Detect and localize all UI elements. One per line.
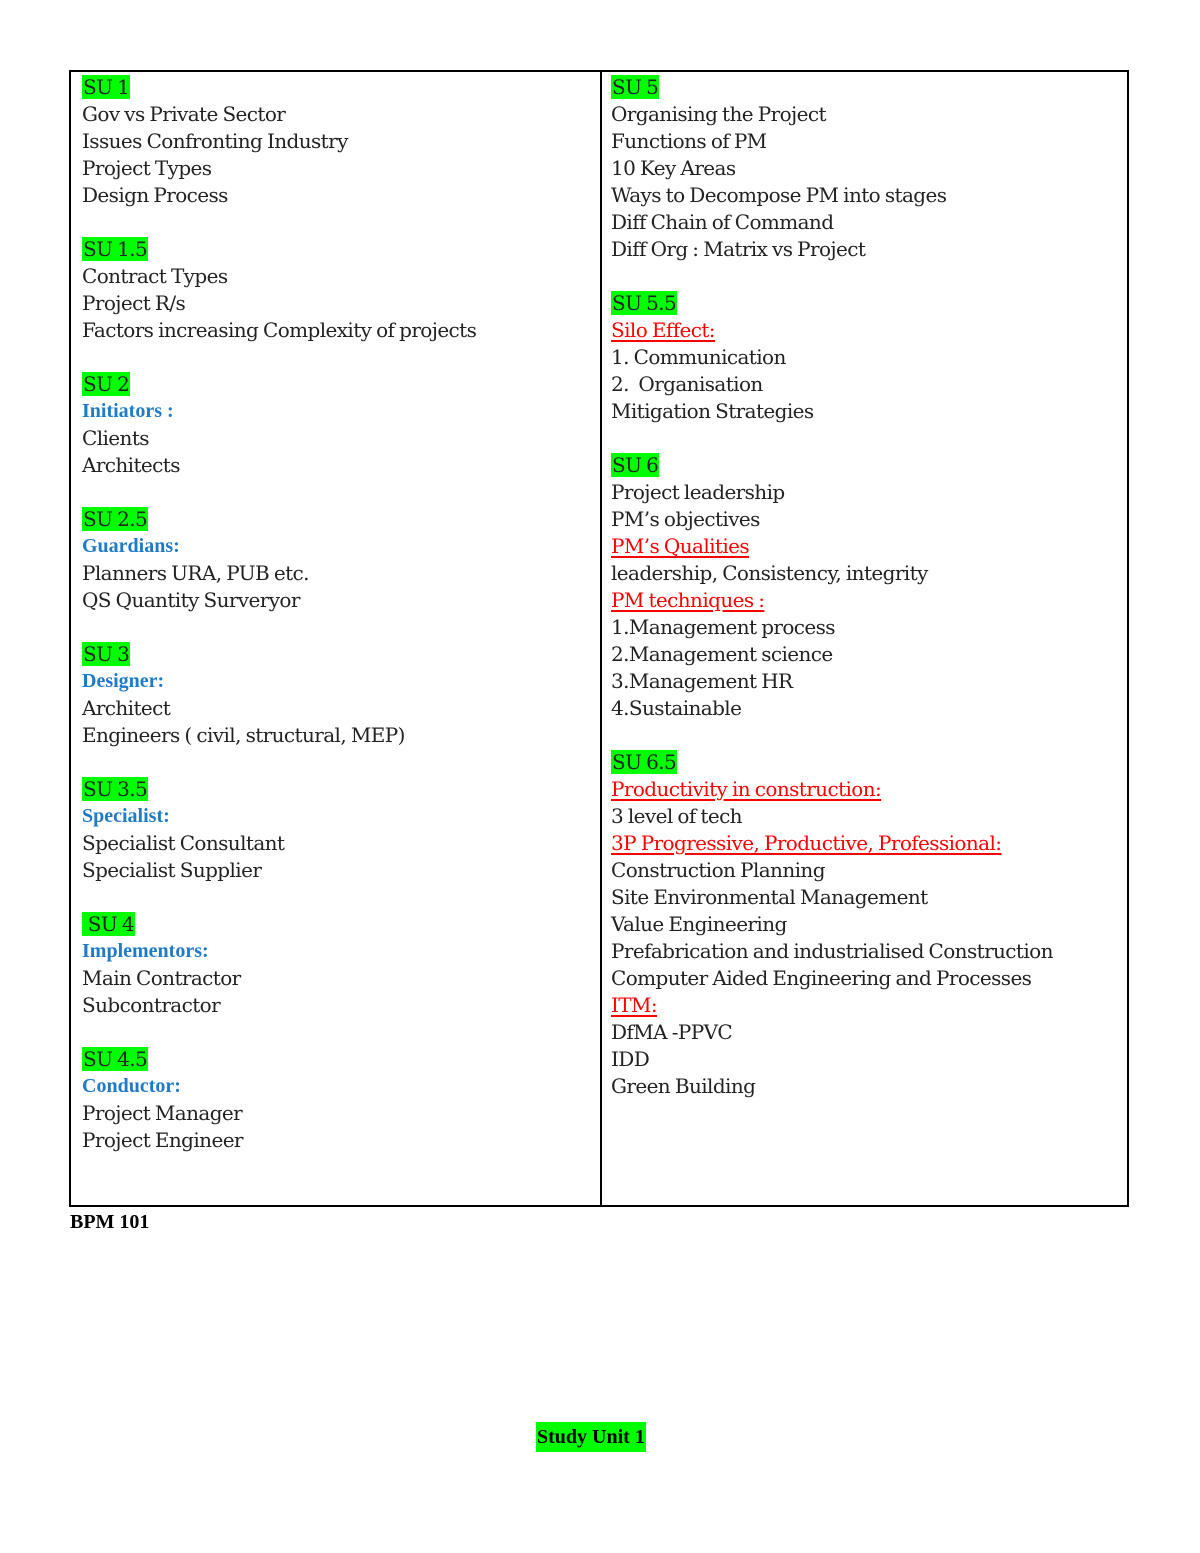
list-item: Project R/s xyxy=(82,291,186,315)
list-item: Subcontractor xyxy=(82,993,221,1017)
su-label: SU 6.5 xyxy=(612,750,677,774)
list-item: Construction Planning xyxy=(611,858,825,882)
study-unit-table xyxy=(69,70,1129,1207)
section-heading: Designer: xyxy=(82,670,165,692)
su-label: SU 5.5 xyxy=(612,291,677,315)
column-divider xyxy=(600,72,602,1205)
red-subheading: Silo Effect: xyxy=(611,318,715,342)
su-label: SU 3 xyxy=(83,642,130,666)
list-item: 4.Sustainable xyxy=(611,696,742,720)
list-item: Specialist Supplier xyxy=(82,858,262,882)
list-item: Value Engineering xyxy=(611,912,787,936)
list-item: QS Quantity Surveryor xyxy=(82,588,300,612)
list-item: Contract Types xyxy=(82,264,228,288)
list-item: Main Contractor xyxy=(82,966,241,990)
section-heading: Conductor: xyxy=(82,1075,181,1097)
list-item: Organising the Project xyxy=(611,102,826,126)
list-item: Green Building xyxy=(611,1074,756,1098)
red-subheading: Productivity in construction: xyxy=(611,777,882,801)
list-item: PM’s objectives xyxy=(611,507,760,531)
su-label: SU 1.5 xyxy=(83,237,148,261)
list-item: Prefabrication and industrialised Construction xyxy=(611,939,1053,963)
su-label: SU 3.5 xyxy=(83,777,148,801)
list-item: 3.Management HR xyxy=(611,669,793,693)
section-heading: Guardians: xyxy=(82,535,180,557)
list-item: leadership, Consistency, integrity xyxy=(611,561,928,585)
list-item: Planners URA, PUB etc. xyxy=(82,561,309,585)
su-label: SU 5 xyxy=(612,75,659,99)
section-heading: Specialist: xyxy=(82,805,170,827)
list-item: Issues Confronting Industry xyxy=(82,129,348,153)
list-item: 1. Communication xyxy=(611,345,786,369)
list-item: Project leadership xyxy=(611,480,785,504)
list-item: Project Types xyxy=(82,156,212,180)
list-item: 2.Management science xyxy=(611,642,833,666)
study-unit-label: Study Unit 1 xyxy=(536,1422,646,1452)
list-item: Factors increasing Complexity of projects xyxy=(82,318,477,342)
su-label: SU 4.5 xyxy=(83,1047,148,1071)
list-item: Mitigation Strategies xyxy=(611,399,814,423)
list-item: 2. Organisation xyxy=(611,372,763,396)
list-item: IDD xyxy=(611,1047,650,1071)
red-subheading: PM techniques : xyxy=(611,588,765,612)
list-item: Project Manager xyxy=(82,1101,243,1125)
list-item: Gov vs Private Sector xyxy=(82,102,286,126)
list-item: Functions of PM xyxy=(611,129,767,153)
course-code: BPM 101 xyxy=(70,1211,150,1233)
red-subheading: 3P Progressive, Productive, Professional: xyxy=(611,831,1002,855)
list-item: Ways to Decompose PM into stages xyxy=(611,183,947,207)
list-item: Diff Org : Matrix vs Project xyxy=(611,237,866,261)
su-label: SU 6 xyxy=(612,453,659,477)
list-item: Architects xyxy=(82,453,180,477)
list-item: Design Process xyxy=(82,183,228,207)
section-heading: Initiators : xyxy=(82,400,174,422)
list-item: DfMA -PPVC xyxy=(611,1020,733,1044)
su-label: SU 4 xyxy=(83,912,134,936)
list-item: Engineers ( civil, structural, MEP) xyxy=(82,723,405,747)
su-label: SU 2 xyxy=(83,372,130,396)
red-subheading: PM’s Qualities xyxy=(611,534,750,558)
list-item: 1.Management process xyxy=(611,615,835,639)
list-item: Site Environmental Management xyxy=(611,885,928,909)
left-column xyxy=(82,74,582,1154)
su-label: SU 2.5 xyxy=(83,507,148,531)
list-item: Project Engineer xyxy=(82,1128,243,1152)
list-item: 10 Key Areas xyxy=(611,156,736,180)
list-item: 3 level of tech xyxy=(611,804,742,828)
right-column xyxy=(611,74,1116,1100)
list-item: Diff Chain of Command xyxy=(611,210,834,234)
list-item: Specialist Consultant xyxy=(82,831,285,855)
list-item: Clients xyxy=(82,426,149,450)
su-label: SU 1 xyxy=(83,75,130,99)
list-item: Computer Aided Engineering and Processes xyxy=(611,966,1032,990)
section-heading: Implementors: xyxy=(82,940,209,962)
red-subheading: ITM: xyxy=(611,993,658,1017)
list-item: Architect xyxy=(82,696,171,720)
